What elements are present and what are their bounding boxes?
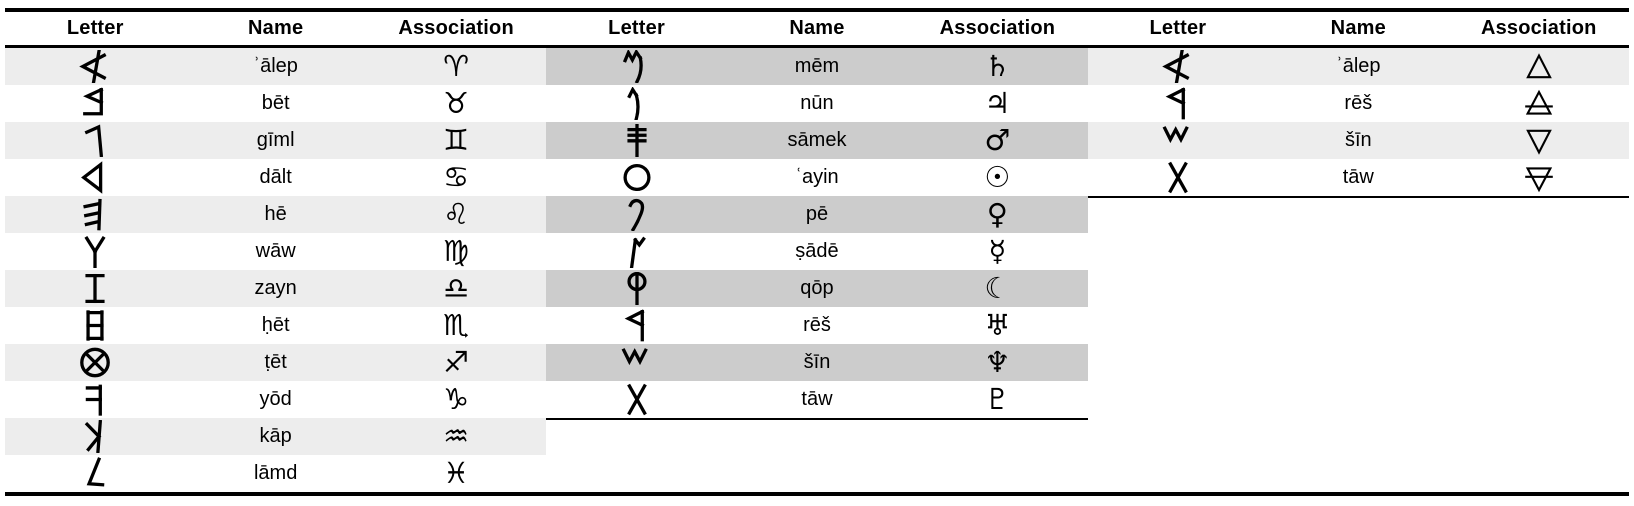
column-header-letter: Letter [66,17,124,39]
association-cell [907,270,1087,307]
association-cell [366,85,546,122]
table-row [546,122,1087,159]
uranus-symbol-icon: ♅ [984,308,1011,342]
table-row [5,122,546,159]
letter-name: wāw [255,240,296,262]
name-cell [727,85,907,122]
letter-cell [1088,122,1268,159]
table-row [5,159,546,196]
name-cell [1268,48,1448,85]
letter-cell [546,122,726,159]
dalt-letter-glyph [77,161,113,194]
association-cell [366,233,546,270]
name-cell [185,344,365,381]
table-row [1088,159,1629,196]
samek-letter-glyph [619,124,655,157]
table-row [5,233,546,270]
name-cell [727,159,907,196]
aquarius-symbol-icon: ♒ [443,419,470,453]
letter-name: ʾālep [1336,55,1381,77]
letter-cell [5,270,185,307]
table-row [1088,85,1629,122]
bet-letter-glyph [77,87,113,120]
table-row [546,159,1087,196]
column-header-association: Association [939,17,1056,39]
header-group-elements [1088,17,1629,40]
scorpio-symbol-icon: ♏ [443,308,470,342]
letter-name: ṭēt [264,351,287,373]
letter-cell [1088,159,1268,196]
name-cell [185,85,365,122]
letter-cell [546,196,726,233]
table-row [5,85,546,122]
table-row [546,344,1087,381]
letter-name: kāp [259,425,292,447]
association-cell [1449,159,1629,196]
letter-name: tāw [801,388,833,410]
column-header-letter: Letter [608,17,665,39]
letter-cell [546,270,726,307]
table-row [5,307,546,344]
column-header-name: Name [248,17,304,39]
table-group-planet-letters [546,48,1087,420]
letter-cell [5,455,185,492]
column-header-association: Association [1480,17,1597,39]
jupiter-symbol-icon: ♃ [984,86,1011,120]
letter-name: šīn [803,351,831,373]
pluto-symbol-icon: ♇ [984,382,1011,416]
kap-letter-glyph [77,420,113,453]
virgo-symbol-icon: ♍ [443,234,470,268]
name-cell [727,48,907,85]
association-cell [366,48,546,85]
name-cell [1268,122,1448,159]
letter-name: pē [805,203,829,225]
name-cell [185,381,365,418]
letter-cell [1088,85,1268,122]
association-cell [366,307,546,344]
letter-cell [546,307,726,344]
letter-cell [546,85,726,122]
letter-name: šīn [1344,129,1372,151]
shin-letter-glyph [1160,124,1196,157]
name-cell [727,233,907,270]
alep-letter-glyph [1160,50,1196,83]
association-cell [366,270,546,307]
lamd-letter-glyph [77,457,113,490]
letter-cell [5,307,185,344]
letter-cell [5,381,185,418]
shin-letter-glyph [619,346,655,379]
letter-cell [5,344,185,381]
saturn-symbol-icon: ♄ [984,49,1011,83]
column-header-letter: Letter [1149,17,1207,39]
table-group-element-letters [1088,48,1629,198]
letter-name: ṣādē [795,240,839,262]
name-cell [185,455,365,492]
letter-cell [5,122,185,159]
letter-name: hē [264,203,287,225]
he-letter-glyph [77,198,113,231]
header-group-planets [546,17,1087,40]
letter-name: bēt [261,92,290,114]
association-cell [907,122,1087,159]
name-cell [185,270,365,307]
table-row [546,381,1087,418]
name-cell [727,196,907,233]
name-cell [727,270,907,307]
name-cell [727,307,907,344]
letter-name: rēš [803,314,831,336]
air-symbol-icon [1524,89,1554,119]
pe-letter-glyph [619,198,655,231]
letter-name: yōd [259,388,292,410]
letter-cell [5,233,185,270]
association-cell [907,307,1087,344]
table-row [5,270,546,307]
mercury-symbol-icon: ☿ [988,234,1007,268]
letter-name: zayn [254,277,297,299]
letter-name: ḥēt [261,314,290,336]
letter-cell [5,418,185,455]
column-header-name: Name [1330,17,1386,39]
association-cell [366,196,546,233]
letter-name: mēm [794,55,840,77]
table-row [1088,122,1629,159]
name-cell [1268,85,1448,122]
association-cell [1449,48,1629,85]
letter-associations-table [5,8,1629,496]
association-cell [907,381,1087,418]
table-body [5,48,1629,492]
letter-cell [5,196,185,233]
letter-name: qōp [800,277,834,299]
association-cell [907,233,1087,270]
association-cell [366,381,546,418]
resh-letter-glyph [619,309,655,342]
letter-name: nūn [800,92,834,114]
table-row [546,48,1087,85]
association-cell [1449,122,1629,159]
mem-letter-glyph [619,50,655,83]
tet-letter-glyph [77,346,113,379]
sagittarius-symbol-icon: ♐ [443,345,470,379]
earth-symbol-icon [1524,163,1554,193]
letter-cell [546,344,726,381]
gemini-symbol-icon: ♊ [443,123,470,157]
association-cell [1449,85,1629,122]
association-cell [907,344,1087,381]
letter-name: tāw [1342,166,1374,188]
taurus-symbol-icon: ♉ [443,86,470,120]
letter-cell [546,48,726,85]
qop-letter-glyph [619,272,655,305]
name-cell [185,48,365,85]
table-row [5,381,546,418]
table-group-zodiac-letters [5,48,546,492]
table-row [5,48,546,85]
table-row [5,196,546,233]
letter-name: rēš [1344,92,1373,114]
venus-symbol-icon: ♀ [986,197,1009,231]
letter-cell [5,48,185,85]
moon-symbol-icon: ☾ [984,271,1011,305]
header-group-zodiac [5,17,546,40]
name-cell [727,381,907,418]
fire-symbol-icon [1524,52,1554,82]
name-cell [727,344,907,381]
table-row [546,196,1087,233]
association-cell [907,48,1087,85]
association-cell [366,159,546,196]
letter-cell [5,85,185,122]
table-header-row [5,12,1629,48]
table-row [546,270,1087,307]
association-cell [907,85,1087,122]
taw-letter-glyph [1160,161,1196,194]
yod-letter-glyph [77,383,113,416]
zayn-letter-glyph [77,272,113,305]
sun-symbol-icon: ☉ [984,160,1011,194]
name-cell [185,196,365,233]
name-cell [1268,159,1448,196]
table-row [546,307,1087,344]
association-cell [366,122,546,159]
table-row [546,233,1087,270]
letter-name: gīml [256,129,295,151]
table-row [546,85,1087,122]
name-cell [185,233,365,270]
association-cell [907,159,1087,196]
letter-name: dālt [259,166,292,188]
column-header-name: Name [789,17,845,39]
giml-letter-glyph [77,124,113,157]
letter-cell [5,159,185,196]
letter-cell [546,381,726,418]
name-cell [727,122,907,159]
letter-cell [546,233,726,270]
letter-cell [546,159,726,196]
neptune-symbol-icon: ♆ [984,345,1011,379]
letter-name: ʿayin [795,166,839,188]
letter-cell [1088,48,1268,85]
libra-symbol-icon: ♎ [443,271,470,305]
mars-symbol-icon: ♂ [984,123,1011,157]
name-cell [185,122,365,159]
association-cell [366,344,546,381]
letter-name: ʾālep [253,55,298,77]
tsade-letter-glyph [619,235,655,268]
cancer-symbol-icon: ♋ [443,160,470,194]
table-row [5,418,546,455]
capricorn-symbol-icon: ♑ [443,382,470,416]
name-cell [185,307,365,344]
taw-letter-glyph [619,383,655,416]
table-row [5,344,546,381]
leo-symbol-icon: ♌ [443,197,470,231]
water-symbol-icon [1524,126,1554,156]
table-row [1088,48,1629,85]
aries-symbol-icon: ♈ [443,49,470,83]
association-cell [366,455,546,492]
table-row [5,455,546,492]
ayin-letter-glyph [619,161,655,194]
column-header-association: Association [398,17,514,39]
nun-letter-glyph [619,87,655,120]
het-letter-glyph [77,309,113,342]
pisces-symbol-icon: ♓ [443,456,470,490]
waw-letter-glyph [77,235,113,268]
letter-name: lāmd [253,462,298,484]
resh-letter-glyph [1160,87,1196,120]
name-cell [185,159,365,196]
association-cell [907,196,1087,233]
name-cell [185,418,365,455]
alep-letter-glyph [77,50,113,83]
association-cell [366,418,546,455]
letter-name: sāmek [787,129,847,151]
